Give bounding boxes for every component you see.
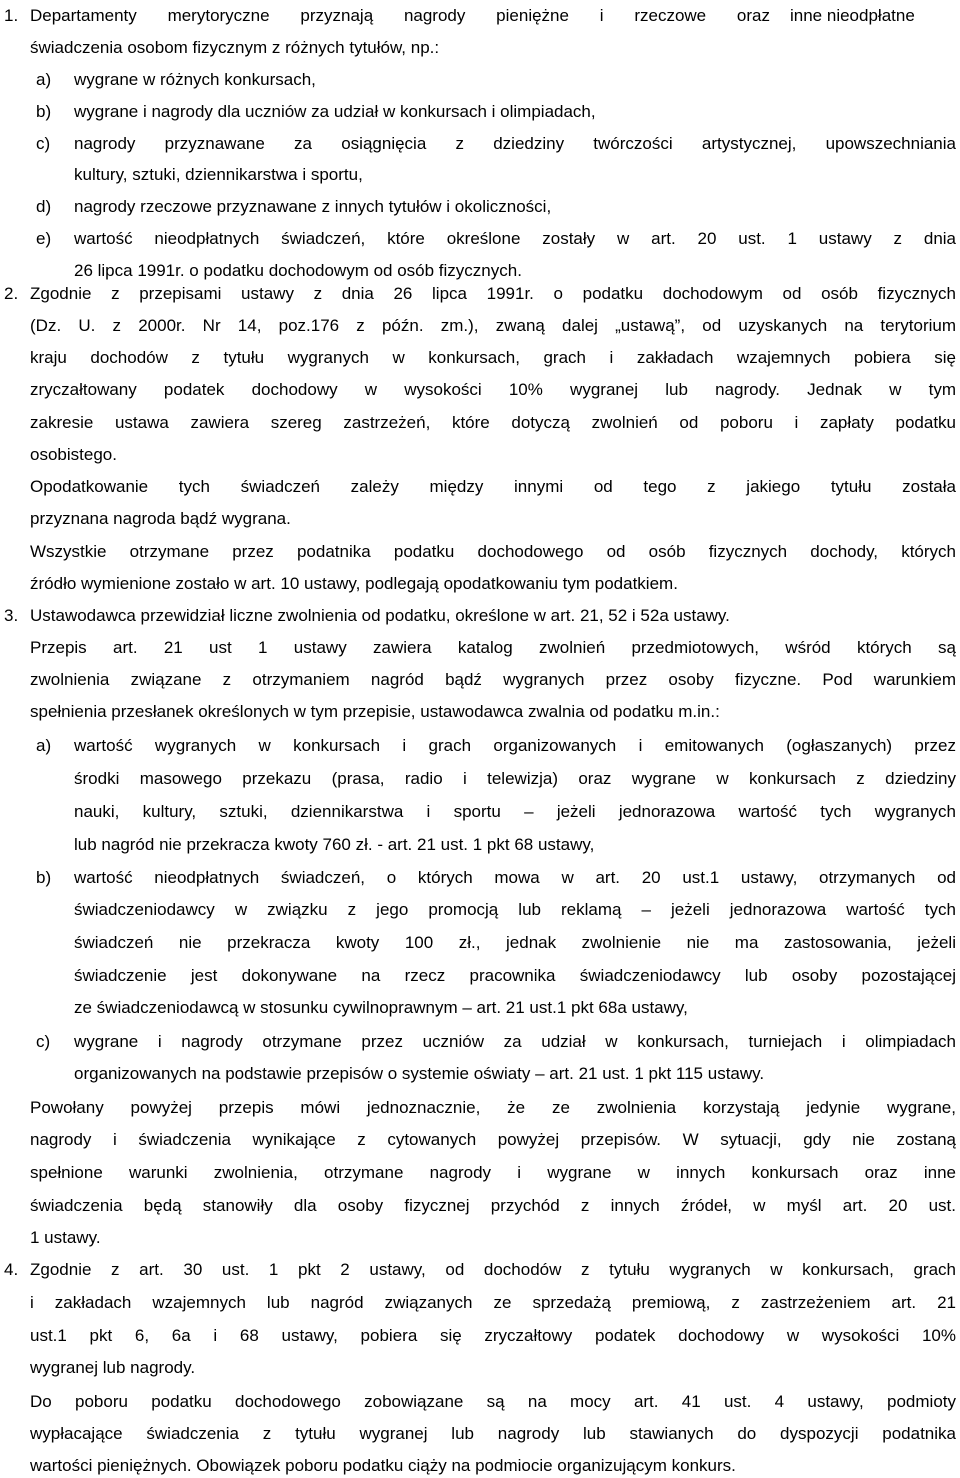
text-line: źródło wymienione zostało w art. 10 ustawy, podlegają opodatkowaniu tym podatkiem. (30, 574, 678, 593)
text-line: świadczenia będą stanowiły dla osoby fizycznej przychód z innych źródeł, w myśl art. 20 ust. (30, 1196, 956, 1215)
text-line: wygranej lub nagrody. (30, 1358, 196, 1377)
text-line: Ustawodawca przewidział liczne zwolnienia od podatku, określone w art. 21, 52 i 52a ustawy. (30, 606, 730, 625)
section-number: 4. (4, 1260, 19, 1279)
text-line: Wszystkie otrzymane przez podatnika podatku dochodowego od osób fizycznych dochody, których (30, 542, 956, 561)
text-line: Zgodnie z przepisami ustawy z dnia 26 lipca 1991r. o podatku dochodowym od osób fizycznych (30, 284, 956, 303)
text-line: Zgodnie z art. 30 ust. 1 pkt 2 ustawy, od dochodów z tytułu wygranych w konkursach, grach (30, 1260, 956, 1279)
text-line: Powołany powyżej przepis mówi jednoznacznie, że ze zwolnienia korzystają jedynie wygrane, (30, 1098, 956, 1117)
text-line: przyznana nagroda bądź wygrana. (30, 509, 291, 528)
text-line: nauki, kultury, sztuki, dziennikarstwa i sportu – jeżeli jednorazowa wartość tych wygranych (74, 802, 956, 821)
text-line: zakresie ustawa zawiera szereg zastrzeżeń, które dotyczą zwolnień od poboru i zapłaty podatku (30, 413, 956, 432)
list-marker: d) (36, 197, 52, 216)
list-marker: c) (36, 134, 51, 153)
text-line: 1 ustawy. (30, 1228, 101, 1247)
text-line: 26 lipca 1991r. o podatku dochodowym od osób fizycznych. (74, 261, 522, 280)
text-line: kultury, sztuki, dziennikarstwa i sportu, (74, 165, 363, 184)
list-marker: c) (36, 1032, 51, 1051)
text-line: nagrody rzeczowe przyznawane z innych tytułów i okoliczności, (74, 197, 552, 216)
text-line: wartości pieniężnych. Obowiązek poboru podatku ciąży na podmiocie organizującym konkurs. (30, 1456, 736, 1475)
text-line: organizowanych na podstawie przepisów o systemie oświaty – art. 21 ust. 1 pkt 115 ustawy. (74, 1064, 765, 1083)
text-line: nagrody i świadczenia wynikające z cytowanych powyżej przepisów. W sytuacji, gdy nie zostaną (30, 1130, 956, 1149)
text-line: świadczenie jest dokonywane na rzecz pracownika świadczeniodawcy lub osoby pozostającej (74, 966, 956, 985)
text-line-continuation: inne nieodpłatne (790, 6, 915, 25)
text-line: i zakładach wzajemnych lub nagród związanych ze sprzedażą premiową, z zastrzeżeniem art. 21 (30, 1293, 956, 1312)
text-line: wartość wygranych w konkursach i grach organizowanych i emitowanych (ogłaszanych) przez (74, 736, 956, 755)
text-line: Opodatkowanie tych świadczeń zależy między innymi od tego z jakiego tytułu została (30, 477, 956, 496)
list-marker: a) (36, 70, 52, 89)
text-line: kraju dochodów z tytułu wygranych w konkursach, grach i zakładach wzajemnych pobiera się (30, 348, 956, 367)
text-line: ze świadczeniodawcą w stosunku cywilnoprawnym – art. 21 ust.1 pkt 68a ustawy, (74, 998, 688, 1017)
text-line: wartość nieodpłatnych świadczeń, które określone zostały w art. 20 ust. 1 ustawy z dnia (74, 229, 956, 248)
text-line: Do poboru podatku dochodowego zobowiązane są na mocy art. 41 ust. 4 ustawy, podmioty (30, 1392, 956, 1411)
text-line: wygrane w różnych konkursach, (74, 70, 316, 89)
text-line: (Dz. U. z 2000r. Nr 14, poz.176 z późn. zm.), zwaną dalej „ustawą”, od uzyskanych na terytorium (30, 316, 956, 335)
text-line: świadczeniodawcy w związku z jego promocją lub reklamą – jeżeli jednorazowa wartość tych (74, 900, 956, 919)
section-number: 1. (4, 6, 19, 25)
list-marker: a) (36, 736, 52, 755)
text-line: ust.1 pkt 6, 6a i 68 ustawy, pobiera się zryczałtowy podatek dochodowy w wysokości 10% (30, 1326, 956, 1345)
text-line: Departamenty merytoryczne przyznają nagrody pieniężne i rzeczowe oraz (30, 6, 770, 25)
text-line: lub nagród nie przekracza kwoty 760 zł. - art. 21 ust. 1 pkt 68 ustawy, (74, 835, 595, 854)
section-number: 3. (4, 606, 19, 625)
text-line: wygrane i nagrody otrzymane przez uczniów za udział w konkursach, turniejach i olimpiadach (74, 1032, 956, 1051)
text-line: Przepis art. 21 ust 1 ustawy zawiera katalog zwolnień przedmiotowych, wśród których są (30, 638, 956, 657)
text-line: zwolnienia związane z otrzymaniem nagród bądź wygranych przez osoby fizyczne. Pod warunkiem (30, 670, 956, 689)
text-line: wartość nieodpłatnych świadczeń, o których mowa w art. 20 ust.1 ustawy, otrzymanych od (74, 868, 956, 887)
text-line: zryczałtowany podatek dochodowy w wysokości 10% wygranej lub nagrody. Jednak w tym (30, 380, 956, 399)
list-marker: e) (36, 229, 52, 248)
text-line: nagrody przyznawane za osiągnięcia z dziedziny twórczości artystycznej, upowszechniania (74, 134, 956, 153)
text-line: środki masowego przekazu (prasa, radio i telewizja) oraz wygrane w konkursach z dziedziny (74, 769, 956, 788)
text-line: świadczenia osobom fizycznym z różnych tytułów, np.: (30, 38, 440, 57)
text-line: spełnienia przesłanek określonych w tym przepisie, ustawodawca zwalnia od podatku m.in.: (30, 702, 720, 721)
text-line: osobistego. (30, 445, 117, 464)
list-marker: b) (36, 868, 52, 887)
text-line: spełnione warunki zwolnienia, otrzymane nagrody i wygrane w innych konkursach oraz inne (30, 1163, 956, 1182)
text-line: wygrane i nagrody dla uczniów za udział w konkursach i olimpiadach, (74, 102, 596, 121)
section-number: 2. (4, 284, 19, 303)
text-line: wypłacające świadczenia z tytułu wygranej lub nagrody lub stawianych do dyspozycji podatnika (30, 1424, 956, 1443)
list-marker: b) (36, 102, 52, 121)
text-line: świadczeń nie przekracza kwoty 100 zł., jednak zwolnienie nie ma zastosowania, jeżeli (74, 933, 956, 952)
